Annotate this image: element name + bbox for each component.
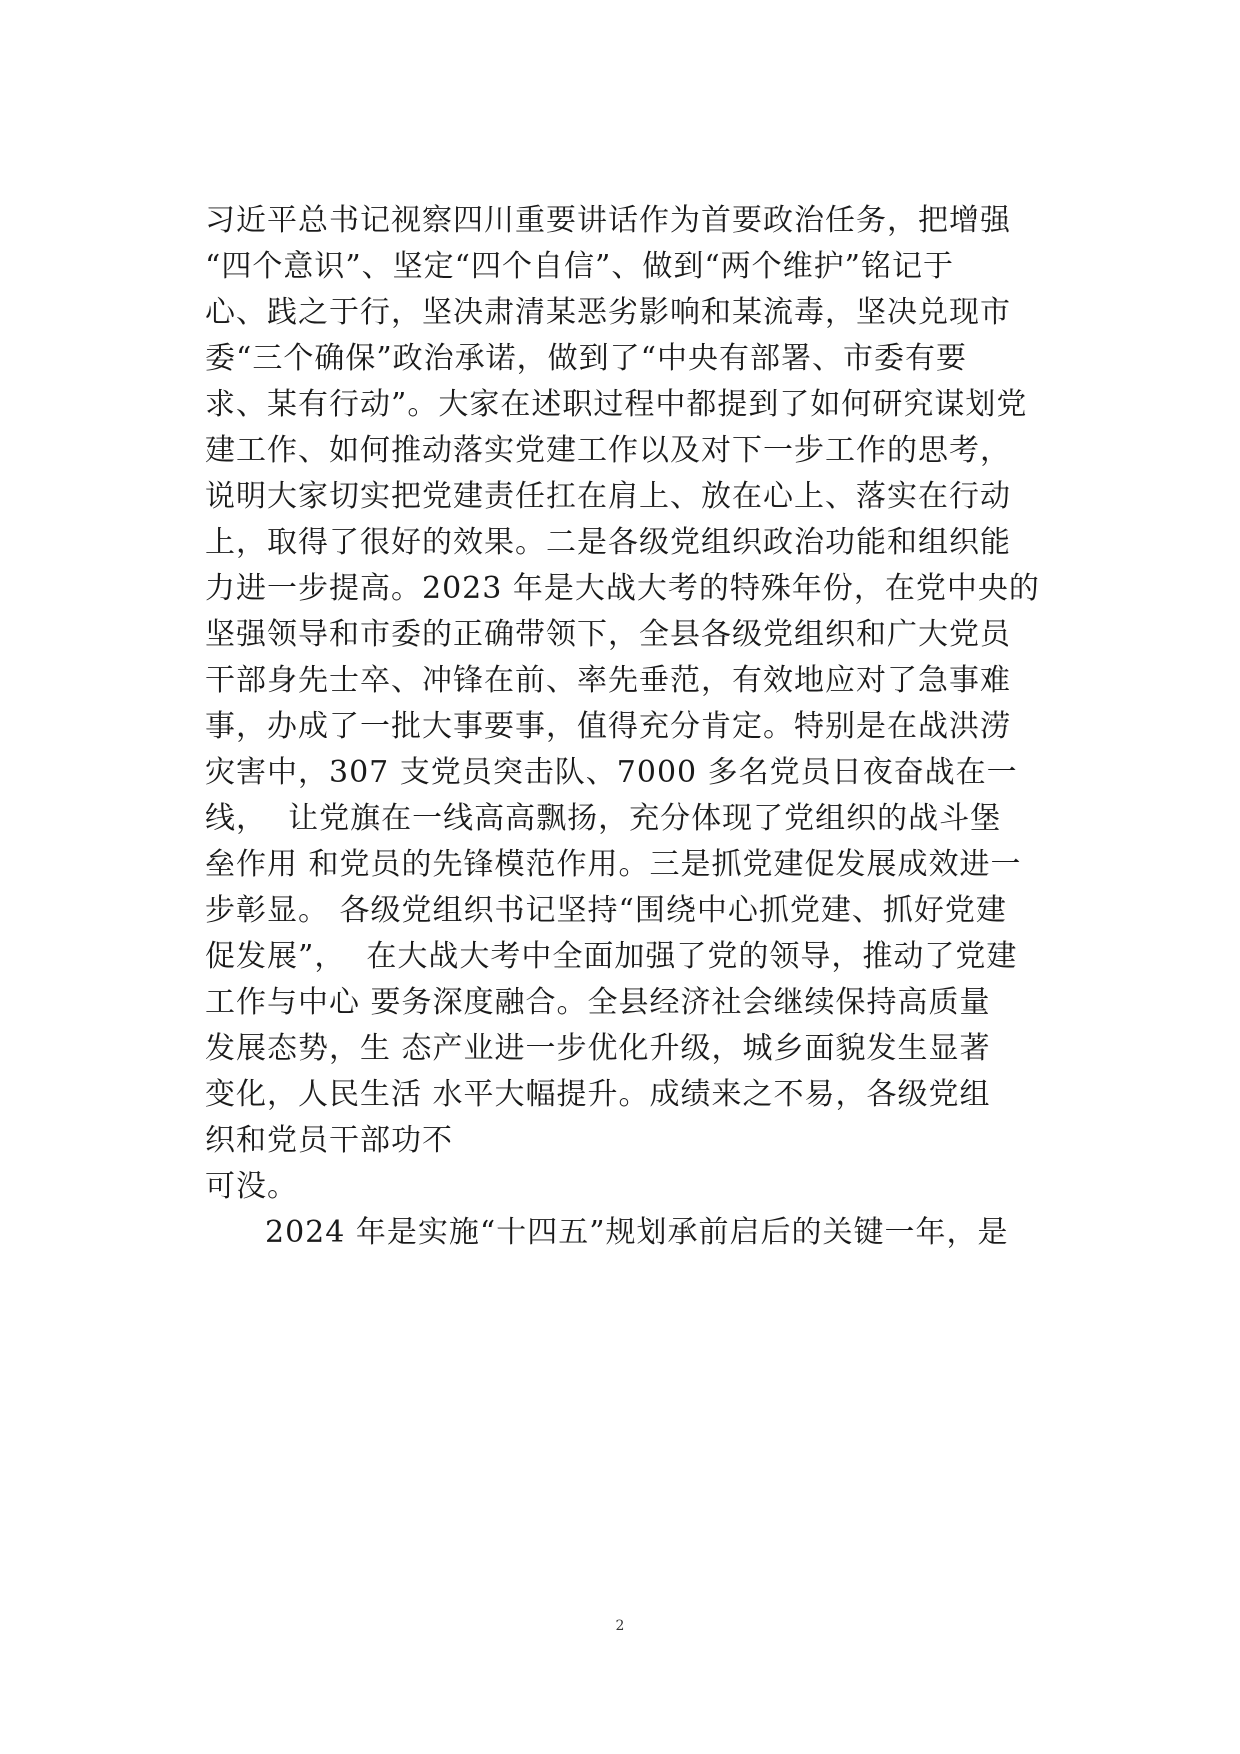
text-line: 线， 让党旗在一线高高飘扬，充分体现了党组织的战斗堡 <box>205 801 1002 836</box>
text-line: 可没。 <box>205 1169 298 1204</box>
text-line: 事，办成了一批大事要事，值得充分肯定。特别是在战洪涝 <box>205 709 1011 744</box>
text-line: 求、某有行动”。大家在述职过程中都提到了如何研究谋划党 <box>205 387 1028 422</box>
text-line: 变化，人民生活 水平大幅提升。成绩来之不易，各级党组 <box>205 1077 991 1112</box>
text-line: 步彰显。 各级党组织书记坚持“围绕中心抓党建、抓好党建 <box>205 893 1007 928</box>
text-line: “四个意识”、坚定“四个自信”、做到“两个维护”铭记于 <box>205 249 955 284</box>
page-number: 2 <box>615 1618 625 1634</box>
body-text <box>205 198 1085 1256</box>
text-line: 习近平总书记视察四川重要讲话作为首要政治任务，把增强 <box>205 203 1011 238</box>
text-line: 织和党员干部功不 <box>205 1123 453 1158</box>
text-line: 委“三个确保”政治承诺，做到了“中央有部署、市委有要 <box>205 341 968 376</box>
text-line: 上，取得了很好的效果。二是各级党组织政治功能和组织能 <box>205 525 1011 560</box>
text-line: 干部身先士卒、冲锋在前、率先垂范，有效地应对了急事难 <box>205 663 1011 698</box>
text-line: 垒作用 和党员的先锋模范作用。三是抓党建促发展成效进一 <box>205 847 1022 882</box>
text-line: 坚强领导和市委的正确带领下，全县各级党组织和广大党员 <box>205 617 1011 652</box>
text-line: 建工作、如何推动落实党建工作以及对下一步工作的思考， <box>205 433 1011 468</box>
text-line: 工作与中心 要务深度融合。全县经济社会继续保持高质量 <box>205 985 991 1020</box>
text-line: 说明大家切实把党建责任扛在肩上、放在心上、落实在行动 <box>205 479 1011 514</box>
text-line: 促发展”， 在大战大考中全面加强了党的领导，推动了党建 <box>205 939 1018 974</box>
text-line: 发展态势，生 态产业进一步优化升级，城乡面貌发生显著 <box>205 1031 991 1066</box>
paragraph-start-line: 2024 年是实施“十四五”规划承前启后的关键一年，是 <box>265 1215 1009 1250</box>
text-line: 力进一步提高。2023 年是大战大考的特殊年份，在党中央的 <box>205 571 1040 606</box>
text-line: 灾害中，307 支党员突击队、7000 多名党员日夜奋战在一 <box>205 755 1018 790</box>
text-line: 心、践之于行，坚决肃清某恶劣影响和某流毒，坚决兑现市 <box>205 295 1011 330</box>
